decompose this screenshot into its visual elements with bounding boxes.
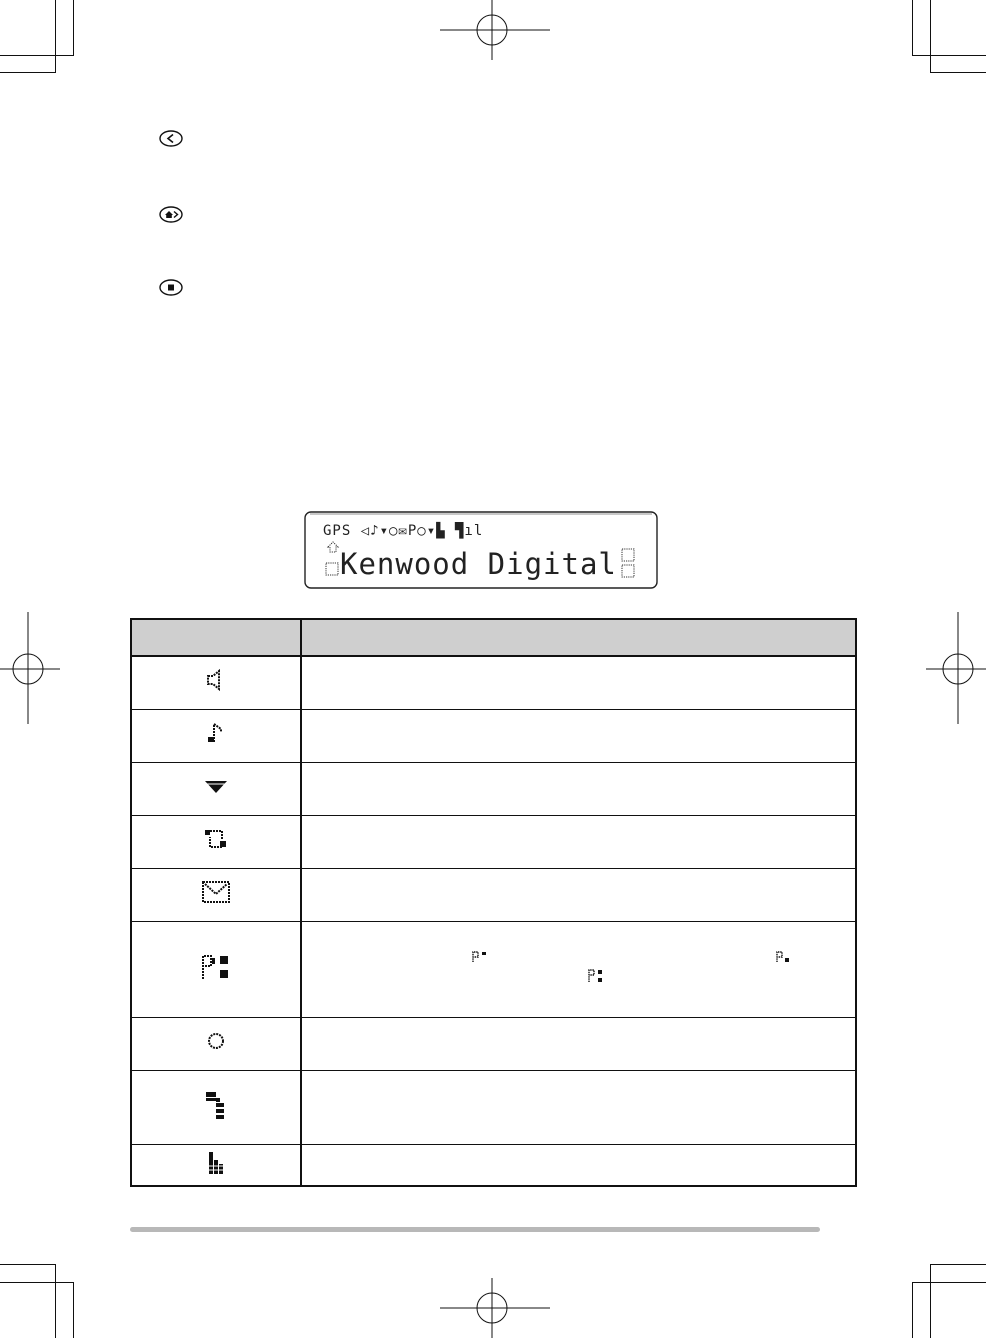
down-triangle-icon [203, 776, 229, 796]
table-cell-description [301, 1144, 856, 1186]
table-cell-icon [131, 921, 301, 1017]
speaker-icon [204, 667, 228, 693]
home-key-icon [159, 206, 183, 223]
table-header-icon [131, 619, 301, 656]
table-cell-description [301, 656, 856, 709]
registration-target-left [0, 612, 60, 724]
left-arrow-key-icon [159, 130, 183, 147]
table-cell-icon [131, 762, 301, 815]
registration-target-bottom [440, 1278, 550, 1338]
table-row [131, 1070, 856, 1144]
table-cell-icon [131, 815, 301, 868]
table-row [131, 762, 856, 815]
table-cell-description [301, 1017, 856, 1070]
envelope-icon [201, 879, 231, 905]
table-row [131, 656, 856, 709]
scan-loop-icon [202, 826, 230, 852]
table-cell-description [301, 709, 856, 762]
circle-icon [204, 1029, 228, 1053]
music-note-icon [204, 720, 228, 746]
table-cell-description [301, 1070, 856, 1144]
table-cell-icon [131, 1017, 301, 1070]
handset-arrow-icon [202, 1089, 230, 1121]
lcd-icon-table [130, 618, 857, 1187]
table-row [131, 815, 856, 868]
stop-key-icon [159, 279, 183, 296]
footer-rule [130, 1227, 820, 1232]
table-cell-icon [131, 1070, 301, 1144]
table-cell-description [301, 762, 856, 815]
table-row [131, 1017, 856, 1070]
table-row [131, 921, 856, 1017]
table-cell-description [301, 815, 856, 868]
table-cell-icon [131, 709, 301, 762]
table-row [131, 868, 856, 921]
priority-p-full-icon [588, 969, 604, 983]
table-row [131, 1144, 856, 1186]
bars-icon [205, 1148, 227, 1176]
registration-target-top [440, 0, 550, 60]
priority-p-icon [200, 953, 232, 981]
table-cell-icon [131, 1144, 301, 1186]
table-cell-description [301, 921, 856, 1017]
table-cell-description [301, 868, 856, 921]
table-header-description [301, 619, 856, 656]
registration-target-right [926, 612, 986, 724]
table-row [131, 709, 856, 762]
table-header-row [131, 619, 856, 656]
lcd-text-row: Kenwood Digital [340, 547, 617, 581]
table-cell-icon [131, 656, 301, 709]
priority-p-level-icon [776, 951, 792, 963]
table-cell-icon [131, 868, 301, 921]
lcd-status-row: GPS ◁♪▾○✉P○▾▙ ▜ıl [323, 523, 484, 539]
priority-p-small-icon [472, 951, 488, 963]
